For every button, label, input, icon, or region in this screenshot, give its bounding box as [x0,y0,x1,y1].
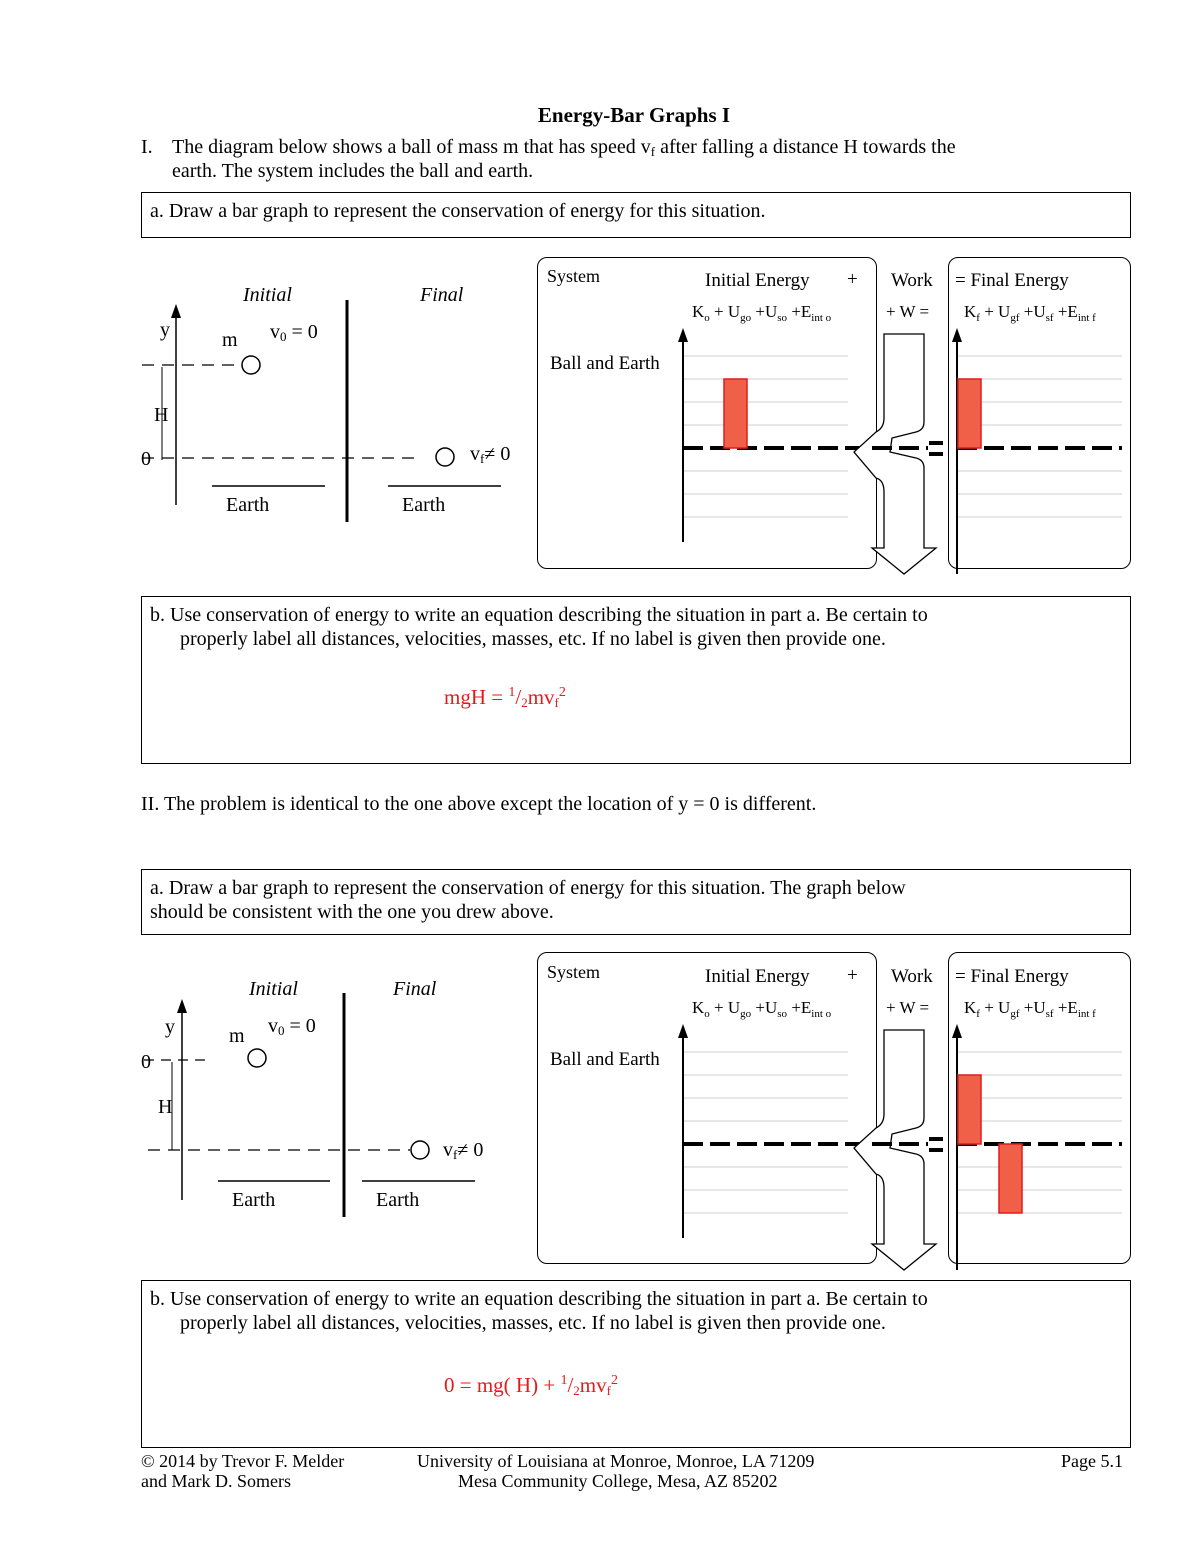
footer-university: University of Louisiana at Monroe, Monroe, LA 71209 [417,1451,815,1471]
part1-intro-line1: The diagram below shows a ball of mass m that has speed $v_f$ after falling a distance H towards the [172,136,956,159]
initial-energy-equation: $K_o + U_{go} +U_{so} +E_{int o}$ [692,302,832,324]
part2-intro: II. The problem is identical to the one above except the location of y = 0 is different. [141,793,817,815]
energy-bar [724,379,747,448]
work-equation: + W = [886,998,930,1017]
equals-sign [929,1148,943,1152]
final-energy-label: = Final Energy [955,966,1069,987]
energy-bar [958,1075,981,1144]
initial-energy-label: Initial Energy [705,966,810,987]
part1-intro-line2: earth. The system includes the ball and earth. [172,160,534,182]
part2-diagram [130,965,520,1225]
part1-energy-graph [640,322,1130,577]
part1-question-b-box [141,596,1131,764]
system-label: System [547,962,601,982]
part1-question-b-line1: b. Use conservation of energy to write an equation describing the situation in part a. Be certain to [150,604,928,626]
earth-label-final: Earth [402,494,446,516]
part1-question-b-line2: properly label all distances, velocities, masses, etc. If no label is given then provide one. [180,628,886,650]
part1-numeral: I. [141,136,153,158]
work-label: Work [891,966,933,987]
footer-copyright: © 2014 by Trevor F. Melder [141,1451,345,1471]
page-title: Energy-Bar Graphs I [537,103,731,127]
energy-bar [999,1144,1022,1213]
energy-bar [958,379,981,448]
plus-label: + [847,965,858,986]
ball-initial [242,356,260,374]
earth-label-initial: Earth [232,1189,276,1211]
part2-question-a-box [141,869,1131,935]
initial-energy-equation: $K_o + U_{go} +U_{so} +E_{int o}$ [692,998,832,1020]
part2-energy-graph [640,1018,1130,1273]
work-label: Work [891,270,933,291]
zero-label: 0 [141,448,151,470]
v0-label: $v_0 = 0$ [270,321,318,344]
y-axis-arrow [171,304,181,318]
ball-final [436,448,454,466]
ball-and-earth-label: Ball and Earth [550,1049,660,1070]
mass-label: m [229,1025,245,1047]
part2-question-b-line1: b. Use conservation of energy to write an equation describing the situation in part a. Be certain to [150,1288,928,1310]
y-axis-arrow [177,999,187,1013]
zero-label: 0 [141,1051,151,1073]
footer-authors: and Mark D. Somers [141,1471,291,1491]
h-label: H [154,404,169,426]
final-energy-equation: $K_f + U_{gf} +U_{sf} +E_{int f}$ [964,998,1096,1020]
initial-energy-label: Initial Energy [705,270,810,291]
system-label: System [547,266,601,286]
v0-label: $v_0 = 0$ [268,1015,316,1038]
work-equation: + W = [886,302,930,321]
ball-and-earth-label: Ball and Earth [550,353,660,374]
part2-answer-equation: 0 = mg( $H) + ^1/_2mv_f^2$ [444,1373,618,1398]
ball-initial [248,1049,266,1067]
work-arrow [854,334,936,574]
work-arrow [854,1030,936,1270]
initial-label: Initial [243,284,292,306]
final-label: Final [393,978,437,1000]
part1-question-a-box [141,192,1131,238]
y-label: y [160,319,170,341]
earth-label-final: Earth [376,1189,420,1211]
footer-college: Mesa Community College, Mesa, AZ 85202 [458,1471,778,1491]
ball-final [411,1141,429,1159]
y-label: y [165,1016,175,1038]
vf-label: $v_f\ne 0$ [470,443,511,466]
y-axis-arrow [952,328,962,342]
part2-question-b-line2: properly label all distances, velocities, masses, etc. If no label is given then provide one. [180,1312,886,1334]
final-energy-equation: $K_f + U_{gf} +U_{sf} +E_{int f}$ [964,302,1096,324]
y-axis-arrow [678,328,688,342]
part1-diagram [130,270,520,530]
part1-answer-equation: mgH = $^1/_2mv_f^2$ [444,685,566,710]
part2-question-a-line2: should be consistent with the one you drew above. [150,901,554,923]
h-label: H [158,1096,173,1118]
footer-page-number: Page 5.1 [1061,1451,1123,1471]
mass-label: m [222,329,238,351]
y-axis-arrow [678,1024,688,1038]
initial-label: Initial [249,978,298,1000]
earth-label-initial: Earth [226,494,270,516]
part2-question-a-line1: a. Draw a bar graph to represent the conservation of energy for this situation. The graph below [150,877,906,899]
equals-sign [929,441,943,445]
equals-sign [929,1137,943,1141]
vf-label: $v_f\ne 0$ [443,1139,484,1162]
part2-question-b-box [141,1280,1131,1448]
plus-label: + [847,269,858,290]
y-axis-arrow [952,1024,962,1038]
part1-question-a-text: a. Draw a bar graph to represent the conservation of energy for this situation. [150,200,766,222]
final-label: Final [420,284,464,306]
equals-sign [929,452,943,456]
final-energy-label: = Final Energy [955,270,1069,291]
